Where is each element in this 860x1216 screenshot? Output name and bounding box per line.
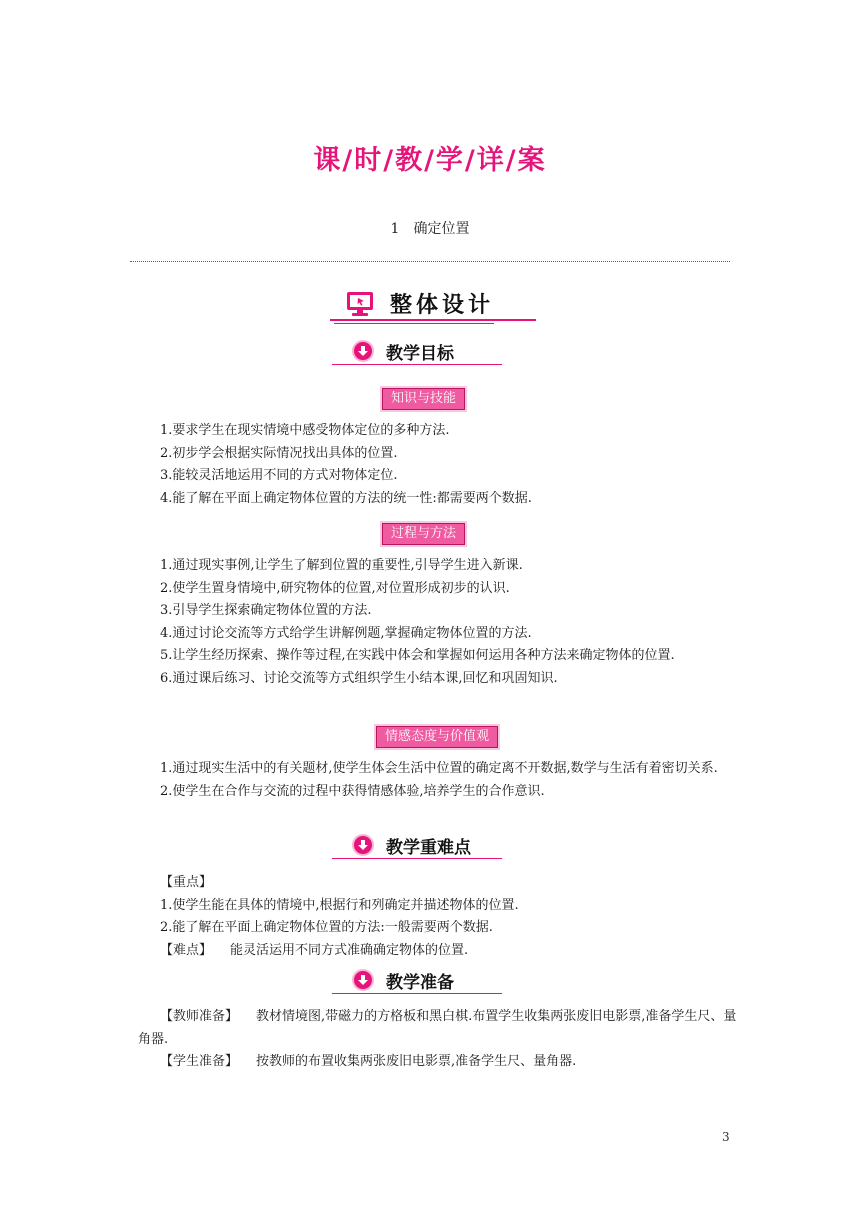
header-underline [332,993,502,994]
list-item: 6.通过课后练习、讨论交流等方式组织学生小结本课,回忆和巩固知识. [160,670,558,686]
key-points-title: 教学重难点 [386,838,471,858]
list-item: 1.要求学生在现实情境中感受物体定位的多种方法. [160,423,450,438]
header-underline [332,364,502,365]
emotion-list [138,758,738,803]
header-underline [332,858,502,859]
list-item: 2.使学生置身情境中,研究物体的位置,对位置形成初步的认识. [160,580,510,596]
knowledge-list [138,420,738,510]
objectives-header [332,340,502,370]
monitor-icon [346,291,374,317]
list-item: 2.初步学会根据实际情况找出具体的位置. [160,445,398,461]
dotted-divider [130,261,730,262]
down-arrow-icon [352,969,374,991]
list-item: 4.通过讨论交流等方式给学生讲解例题,掌握确定物体位置的方法. [160,625,532,641]
teacher-prep-text: 教材情境图,带磁力的方格板和黑白棋.布置学生收集两张废旧电影票,准备学生尺、量角器. [138,1009,737,1047]
overall-design-title: 整体设计 [390,293,495,318]
preparation-body [138,1006,738,1074]
difficulty-text: 能灵活运用不同方式准确确定物体的位置. [230,942,469,958]
header-underline-thin [334,323,494,324]
list-item: 3.能较灵活地运用不同的方式对物体定位. [160,468,398,483]
down-arrow-icon [352,340,374,362]
tag-process-methods: 过程与方法 [382,523,465,545]
process-list [138,555,738,690]
preparation-title: 教学准备 [386,973,454,993]
tag-emotion-values: 情感态度与价值观 [376,726,498,748]
tag-knowledge-skills: 知识与技能 [382,388,465,410]
header-underline [330,319,536,321]
student-prep-label: 【学生准备】 [160,1054,239,1069]
list-item: 1.使学生能在具体的情境中,根据行和列确定并描述物体的位置. [160,897,519,913]
key-points-header [332,834,502,864]
teacher-prep [138,1006,738,1051]
list-item: 2.能了解在平面上确定物体位置的方法:一般需要两个数据. [160,920,493,935]
overall-design-header [330,288,536,328]
difficulty-line [138,940,738,963]
student-prep-text: 按教师的布置收集两张废旧电影票,准备学生尺、量角器. [256,1054,577,1069]
key-label: 【重点】 [160,875,213,890]
page-number: 3 [722,1130,730,1144]
list-item: 1.通过现实生活中的有关题材,使学生体会生活中位置的确定离不开数据,数学与生活有着密切关系. [160,761,718,776]
key-points-body [138,872,738,962]
list-item: 5.让学生经历探索、操作等过程,在实践中体会和掌握如何运用各种方法来确定物体的位置. [160,648,675,663]
difficulty-label: 【难点】 [160,942,213,958]
page-title: 课/时/教/学/详/案 [313,145,547,176]
objectives-title: 教学目标 [386,344,454,364]
lesson-title: 1 确定位置 [390,221,470,237]
list-item: 3.引导学生探索确定物体位置的方法. [160,603,372,618]
teacher-prep-label: 【教师准备】 [160,1009,239,1024]
student-prep [138,1051,738,1074]
list-item: 4.能了解在平面上确定物体位置的方法的统一性:都需要两个数据. [160,490,532,506]
down-arrow-icon [352,834,374,856]
list-item: 1.通过现实事例,让学生了解到位置的重要性,引导学生进入新课. [160,558,523,573]
preparation-header [332,969,502,999]
list-item: 2.使学生在合作与交流的过程中获得情感体验,培养学生的合作意识. [160,783,545,799]
